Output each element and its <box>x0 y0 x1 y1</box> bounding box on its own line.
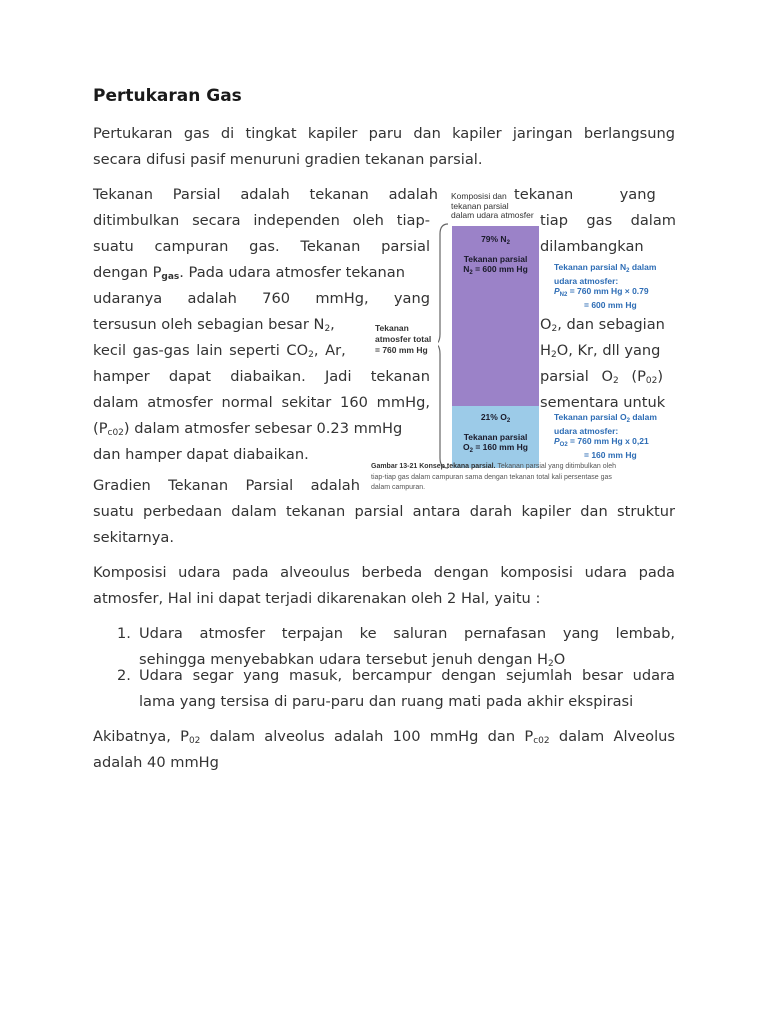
p2-right-line: tekanan yang <box>514 186 656 203</box>
p2-left-line: suatu campuran gas. Tekanan parsial <box>93 238 430 255</box>
p2-left-line: ditimbulkan secara independen oleh tiap- <box>93 212 430 229</box>
p2-right-line: tiap gas dalam <box>540 212 676 229</box>
bracket-icon <box>438 222 452 472</box>
figure-caption: Gambar 13-21 Konsep tekana parsial. Tekanan parsial yang ditimbulkan oleh tiap-tiap gas dalam campuran sama dengan tekanan total kali persentase gas dalam campuran. <box>371 463 617 491</box>
p2-left-line: $(P_{c02})$ dalam atmosfer sebesar 0.23 mmHg <box>93 420 403 438</box>
p2-right-line: dilambangkan <box>540 238 644 255</box>
total-pressure-label: Tekanan atmosfer total = 760 mm Hg <box>375 323 432 355</box>
page-title: Pertukaran Gas <box>93 86 242 106</box>
p2-right-line: sementara untuk <box>540 394 666 411</box>
list-number: 2. <box>117 667 131 684</box>
paragraph-3-line-2: suatu perbedaan dalam tekanan parsial antara darah kapiler dan struktur <box>93 503 675 520</box>
figure-header: Komposisi dan tekanan parsial dalam udara atmosfer <box>451 191 534 220</box>
n2-percent: 79% $N_2$ <box>481 234 510 246</box>
paragraph-1-line-2: secara difusi pasif menuruni gradien tekanan parsial. <box>93 151 483 168</box>
p2-left-line: dengan $P_{gas}$. Pada udara atmosfer tekanan <box>93 264 405 282</box>
p2-right-line: parsial $O_2$ $(P_{02})$ <box>540 368 664 386</box>
paragraph-3-line-1: Gradien Tekanan Parsial adalah <box>93 477 360 494</box>
list-item-line: lama yang tersisa di paru-paru dan ruang mati pada akhir ekspirasi <box>139 693 634 710</box>
paragraph-5-line-1: Akibatnya, $P_{02}$ dalam alveolus adalah 100 mmHg dan $P_{c02}$ dalam Alveolus <box>93 728 675 746</box>
p2-left-line: tersusun oleh sebagian besar $N_2$, <box>93 316 335 334</box>
o2-partial-label: Tekanan parsial $O_2 = 160$ mm Hg <box>462 432 528 454</box>
list-item-line: sehingga menyebabkan udara tersebut jenuh dengan $H_2O$ <box>139 651 566 669</box>
n2-partial-label: Tekanan parsial $N_2 = 600$ mm Hg <box>463 254 528 276</box>
partial-pressure-figure <box>368 186 678 501</box>
o2-percent: 21% $O_2$ <box>480 412 511 424</box>
list-item-line: Udara segar yang masuk, bercampur dengan sejumlah besar udara <box>139 667 675 684</box>
list-number: 1. <box>117 625 131 642</box>
list-item-line: Udara atmosfer terpajan ke saluran pernafasan yang lembab, <box>139 625 675 642</box>
p2-left-line: hamper dapat diabaikan. Jadi tekanan <box>93 368 430 385</box>
p2-right-line: $H_2O$, Kr, dll yang <box>540 342 661 360</box>
o2-note: Tekanan parsial $O_2$ dalam udara atmosfer: $P_{O2} = 760$ mm Hg x 0,21 = 160 mm Hg <box>554 412 657 460</box>
p2-left-line: dalam atmosfer normal sekitar 160 mmHg, <box>93 394 430 411</box>
paragraph-1-line-1: Pertukaran gas di tingkat kapiler paru dan kapiler jaringan berlangsung <box>93 125 675 142</box>
n2-bar <box>452 226 539 406</box>
p2-left-line: udaranya adalah 760 mmHg, yang <box>93 290 430 307</box>
p2-left-line: dan hamper dapat diabaikan. <box>93 446 309 463</box>
paragraph-4-line-1: Komposisi udara pada alveoulus berbeda dengan komposisi udara pada <box>93 564 675 581</box>
p2-left-line: Tekanan Parsial adalah tekanan adalah <box>93 186 438 203</box>
paragraph-3-line-3: sekitarnya. <box>93 529 174 546</box>
p2-left-line: kecil gas-gas lain seperti $CO_2$, Ar, <box>93 342 346 360</box>
n2-note: Tekanan parsial $N_2$ dalam udara atmosfer: $P_{N2} = 760$ mm Hg × 0.79 = 600 mm Hg <box>554 262 657 310</box>
paragraph-4-line-2: atmosfer, Hal ini dapat terjadi dikarenakan oleh 2 Hal, yaitu : <box>93 590 541 607</box>
paragraph-5-line-2: adalah 40 mmHg <box>93 754 219 771</box>
p2-right-line: $O_2$, dan sebagian <box>540 316 665 334</box>
